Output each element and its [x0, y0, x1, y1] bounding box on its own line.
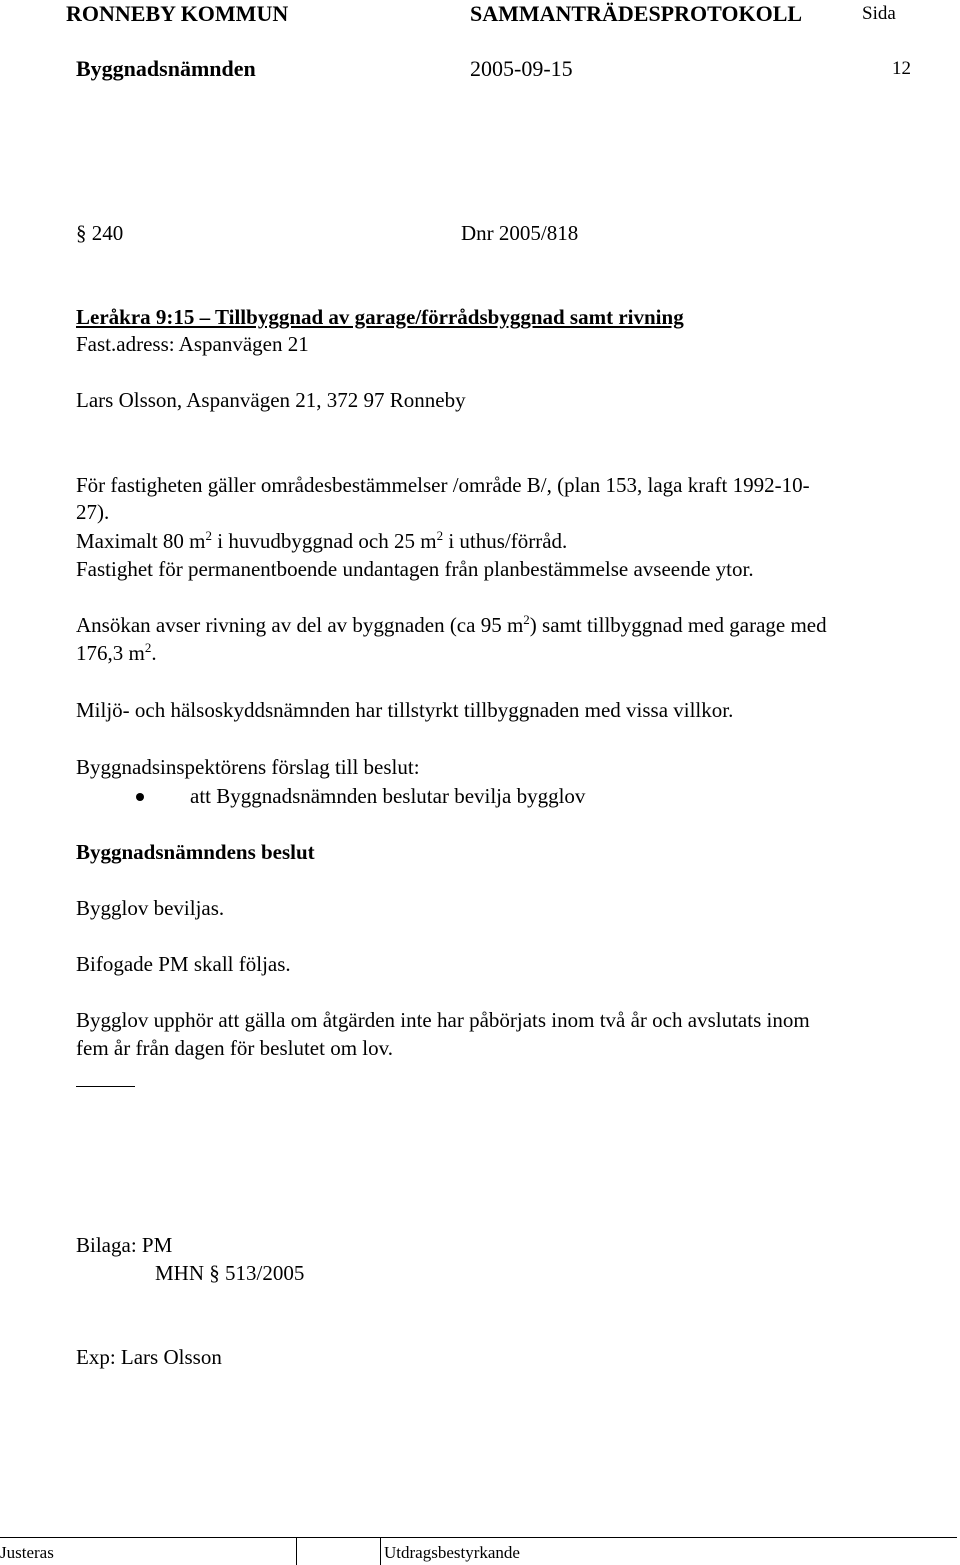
section-value: 240 — [91, 221, 124, 245]
municipality-name: RONNEBY KOMMUN — [66, 1, 289, 26]
meeting-date: 2005-09-15 — [470, 56, 573, 81]
decision-item-3-line-2: fem år från dagen för beslutet om lov. — [76, 1036, 394, 1060]
applicant: Lars Olsson, Aspanvägen 21, 372 97 Ronneby — [76, 388, 466, 412]
section-number — [76, 219, 123, 247]
distribution-line: Exp: Lars Olsson — [76, 1345, 222, 1369]
paragraph-2-line-1 — [76, 611, 827, 639]
footer-divider — [296, 1537, 297, 1565]
text-segment: Ansökan avser rivning av del av byggnaden (ca 95 m — [76, 613, 524, 637]
property-address: Fast.adress: Aspanvägen 21 — [76, 332, 309, 356]
footer-rule — [0, 1537, 957, 1538]
section-symbol: § — [209, 1261, 220, 1285]
text-segment: i huvudbyggnad och 25 m — [212, 529, 437, 553]
superscript: 2 — [205, 528, 212, 543]
text-segment: i uthus/förråd. — [443, 529, 568, 553]
text-segment: ) samt tillbyggnad med garage med — [529, 613, 827, 637]
paragraph-1-line-2: 27). — [76, 500, 110, 524]
section-end-rule — [76, 1086, 135, 1087]
paragraph-3: Miljö- och hälsoskyddsnämnden har tillstyrkt tillbyggnaden med vissa villkor. — [76, 698, 734, 722]
paragraph-1-line-4: Fastighet för permanentboende undantagen från planbestämmelse avseende ytor. — [76, 557, 754, 581]
proposal-bullet-text: att Byggnadsnämnden beslutar bevilja bygglov — [190, 784, 586, 808]
footer-justeras: Justeras — [0, 1543, 54, 1562]
case-title: Leråkra 9:15 – Tillbyggnad av garage/förrådsbyggnad samt rivning — [76, 305, 684, 329]
section-symbol: § — [76, 221, 87, 245]
attachment-line-1: Bilaga: PM — [76, 1233, 173, 1257]
text-segment: MHN — [155, 1261, 210, 1285]
attachment-line-2 — [155, 1259, 304, 1287]
superscript: 2 — [436, 528, 444, 543]
footer-utdragsbestyrkande: Utdragsbestyrkande — [384, 1543, 520, 1562]
text-segment: 513/2005 — [219, 1261, 305, 1285]
page-number: 12 — [892, 58, 911, 79]
decision-item-3-line-1: Bygglov upphör att gälla om åtgärden inte har påbörjats inom två år och avslutats inom — [76, 1008, 810, 1032]
decision-heading: Byggnadsnämndens beslut — [76, 840, 315, 864]
document-type: SAMMANTRÄDESPROTOKOLL — [470, 1, 803, 26]
proposal-heading: Byggnadsinspektörens förslag till beslut: — [76, 755, 420, 779]
page-label: Sida — [862, 3, 896, 24]
paragraph-1-line-1: För fastigheten gäller områdesbestämmelser /område B/, (plan 153, laga kraft 1992-10- — [76, 473, 810, 497]
footer-divider — [380, 1537, 381, 1565]
text-segment: Maximalt 80 m — [76, 529, 206, 553]
superscript: 2 — [144, 640, 152, 655]
committee-name: Byggnadsnämnden — [76, 56, 256, 81]
text-segment: . — [151, 641, 157, 665]
paragraph-2-line-2 — [76, 639, 157, 667]
decision-item-2: Bifogade PM skall följas. — [76, 952, 291, 976]
paragraph-1-line-3 — [76, 527, 567, 555]
text-segment: 176,3 m — [76, 641, 145, 665]
superscript: 2 — [523, 612, 530, 627]
dnr: Dnr 2005/818 — [461, 221, 579, 245]
decision-item-1: Bygglov beviljas. — [76, 896, 225, 920]
bullet-icon — [136, 793, 144, 801]
